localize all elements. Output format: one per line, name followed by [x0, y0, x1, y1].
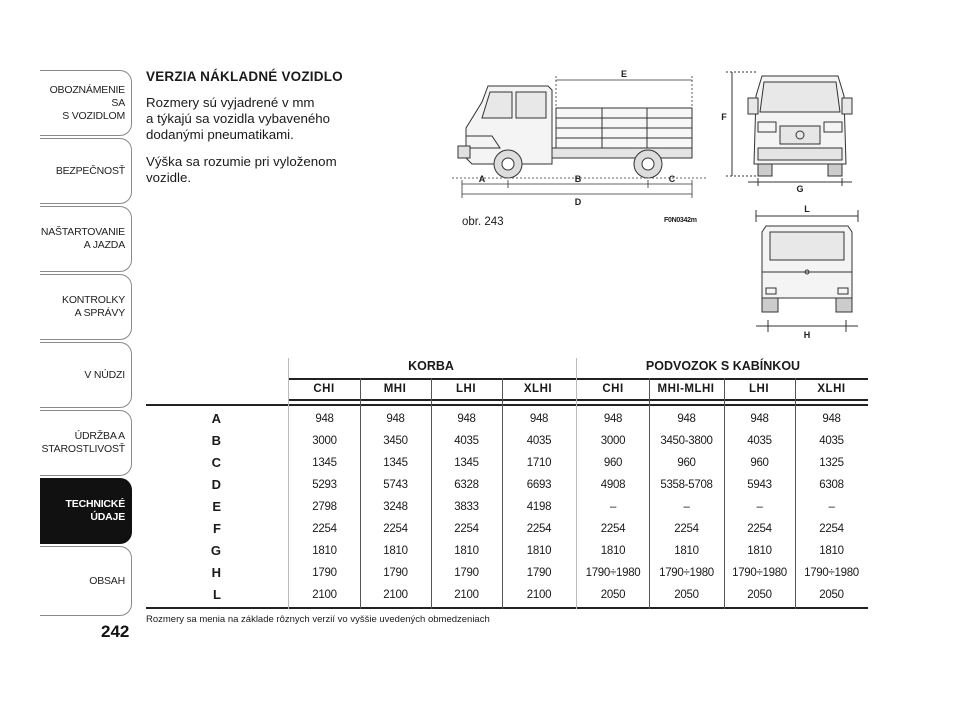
- table-cell: 2254: [312, 523, 337, 535]
- table-cell: 2254: [600, 523, 626, 535]
- tab-nastartovanie[interactable]: [40, 206, 132, 272]
- table-cell: 1810: [747, 545, 772, 557]
- table-cell: 1790÷1980: [804, 567, 859, 579]
- table-cell: 1810: [526, 545, 552, 557]
- table-cell: 3833: [454, 501, 479, 513]
- table-cell: 1345: [312, 457, 337, 469]
- tab-label: V NÚDZI: [84, 368, 125, 381]
- table-cell: 6308: [819, 479, 844, 491]
- dim-label-e: E: [620, 69, 628, 79]
- row-label: A: [211, 411, 221, 426]
- page-number: 242: [101, 622, 130, 641]
- table-cell: 2254: [454, 523, 479, 535]
- column-header: LHI: [748, 383, 770, 395]
- table-cell: 3000: [312, 435, 337, 447]
- table-cell: 4908: [600, 479, 626, 491]
- truck-side-view-figure: [452, 66, 712, 214]
- row-label: D: [211, 477, 221, 492]
- dim-label-l: L: [804, 204, 810, 214]
- table-cell: 1790÷1980: [585, 567, 641, 579]
- table-cell: –: [828, 501, 835, 513]
- dim-label-a: A: [478, 174, 486, 184]
- table-cell: –: [683, 501, 690, 513]
- tab-udrzba[interactable]: [40, 410, 132, 476]
- table-row: [146, 452, 868, 474]
- table-cell: 1810: [819, 545, 844, 557]
- table-cell: 948: [677, 413, 696, 425]
- figure-caption: obr. 243: [462, 216, 504, 228]
- column-header: MHI: [383, 383, 407, 395]
- tab-label: NAŠTARTOVANIE A JAZDA: [40, 226, 125, 251]
- table-cell: 1790: [312, 567, 337, 579]
- tab-label: OBSAH: [89, 574, 125, 587]
- column-header: CHI: [602, 383, 624, 395]
- table-cell: 5358-5708: [660, 479, 713, 491]
- table-cell: 948: [822, 413, 841, 425]
- table-row: [146, 584, 868, 606]
- row-label: B: [211, 433, 221, 448]
- tab-label: OBOZNÁMENIE SA S VOZIDLOM: [49, 83, 125, 122]
- table-cell: 1790: [526, 567, 552, 579]
- table-cell: 948: [315, 413, 334, 425]
- table-cell: 1790÷1980: [659, 567, 714, 579]
- table-cell: 4035: [819, 435, 844, 447]
- table-bottom-rule: [146, 607, 868, 609]
- table-cell: 3248: [383, 501, 408, 513]
- table-cell: 1790÷1980: [732, 567, 787, 579]
- column-header: CHI: [313, 383, 335, 395]
- table-row: [146, 408, 868, 430]
- table-cell: 2050: [819, 589, 844, 601]
- tab-bezpecnost[interactable]: [40, 138, 132, 204]
- tab-label: ÚDRŽBA A STAROSTLIVOSŤ: [41, 430, 125, 455]
- table-row: [146, 496, 868, 518]
- table-cell: 1810: [383, 545, 408, 557]
- table-cell: 948: [750, 413, 769, 425]
- row-label: H: [211, 565, 221, 580]
- table-cell: 960: [603, 457, 623, 469]
- table-cell: 1345: [383, 457, 408, 469]
- table-cell: 5743: [383, 479, 408, 491]
- table-cell: 2798: [312, 501, 337, 513]
- tab-label: TECHNICKÉ ÚDAJE: [65, 498, 125, 523]
- dim-label-f: F: [721, 112, 727, 122]
- table-cell: 1810: [454, 545, 479, 557]
- table-cell: 3450: [383, 435, 408, 447]
- tab-technicke-udaje[interactable]: [40, 478, 132, 544]
- table-cell: 2100: [312, 589, 337, 601]
- table-cell: 2100: [383, 589, 408, 601]
- section-title: VERZIA NÁKLADNÉ VOZIDLO: [146, 69, 343, 84]
- table-footnote: Rozmery sa menia na základe rôznych verzií vo vyššie uvedených obmedzeniach: [146, 614, 490, 625]
- height-note: Výška sa rozumie pri vyloženom vozidle.: [146, 154, 337, 185]
- dim-label-b: B: [574, 174, 582, 184]
- column-header: XLHI: [817, 383, 846, 395]
- table-cell: 1710: [526, 457, 552, 469]
- table-cell: 948: [386, 413, 405, 425]
- column-header: MHI-MLHI: [657, 383, 715, 395]
- truck-rear-view-figure: [748, 198, 866, 338]
- table-row: [146, 474, 868, 496]
- table-cell: 6693: [526, 479, 552, 491]
- table-cell: 2100: [454, 589, 479, 601]
- tab-label: KONTROLKY A SPRÁVY: [62, 294, 125, 319]
- dim-label-d: D: [574, 197, 582, 207]
- column-header: LHI: [455, 383, 477, 395]
- table-cell: 2254: [819, 523, 844, 535]
- table-cell: 4035: [747, 435, 772, 447]
- row-label: G: [210, 543, 221, 558]
- table-cell: 1790: [454, 567, 479, 579]
- table-cell: 2050: [747, 589, 772, 601]
- row-label: L: [213, 587, 221, 602]
- table-cell: 948: [457, 413, 476, 425]
- table-row: [146, 518, 868, 540]
- table-cell: 2050: [600, 589, 626, 601]
- table-cell: 1810: [674, 545, 699, 557]
- table-cell: 4198: [526, 501, 552, 513]
- table-cell: 4035: [454, 435, 479, 447]
- column-header-row: [289, 378, 868, 401]
- group-header-korba: KORBA: [408, 359, 454, 373]
- table-cell: 2254: [383, 523, 408, 535]
- group-header-podvozok: PODVOZOK S KABÍNKOU: [645, 359, 801, 373]
- table-cell: 960: [750, 457, 769, 469]
- table-cell: 5943: [747, 479, 772, 491]
- table-row: [146, 540, 868, 562]
- table-top-rule: [146, 404, 868, 406]
- table-row: [146, 430, 868, 452]
- intro-paragraph: Rozmery sú vyjadrené v mm a týkajú sa vozidla vybaveného dodanými pneumatikami.: [146, 95, 331, 142]
- table-cell: 2050: [674, 589, 699, 601]
- table-cell: 2254: [674, 523, 699, 535]
- dim-label-c: C: [668, 174, 676, 184]
- table-cell: 2254: [526, 523, 552, 535]
- tab-obsah[interactable]: [40, 546, 132, 616]
- table-cell: –: [756, 501, 763, 513]
- table-cell: 6328: [454, 479, 479, 491]
- row-label: C: [211, 455, 221, 470]
- tab-kontrolky[interactable]: [40, 274, 132, 340]
- dim-label-g: G: [796, 184, 804, 194]
- table-cell: 4035: [526, 435, 552, 447]
- table-cell: 1325: [819, 457, 844, 469]
- table-cell: 5293: [312, 479, 337, 491]
- table-cell: 3000: [600, 435, 626, 447]
- row-label: F: [213, 521, 221, 536]
- tab-v-nudzi[interactable]: [40, 342, 132, 408]
- table-cell: 948: [603, 413, 623, 425]
- dim-label-h: H: [803, 330, 811, 338]
- table-cell: 2100: [526, 589, 552, 601]
- table-cell: 1790: [383, 567, 408, 579]
- tab-oboznamenie[interactable]: [40, 70, 132, 136]
- table-cell: –: [609, 501, 617, 513]
- figure-code: F0N0342m: [664, 217, 697, 224]
- row-label: E: [212, 499, 221, 514]
- table-cell: 960: [677, 457, 696, 469]
- table-cell: 1345: [454, 457, 479, 469]
- table-cell: 3450-3800: [660, 435, 713, 447]
- tab-label: BEZPEČNOSŤ: [55, 164, 125, 177]
- table-cell: 2254: [747, 523, 772, 535]
- table-cell: 1810: [312, 545, 337, 557]
- truck-front-view-figure: [718, 66, 878, 194]
- table-cell: 948: [529, 413, 549, 425]
- table-row: [146, 562, 868, 584]
- column-header: XLHI: [523, 383, 553, 395]
- table-cell: 1810: [600, 545, 626, 557]
